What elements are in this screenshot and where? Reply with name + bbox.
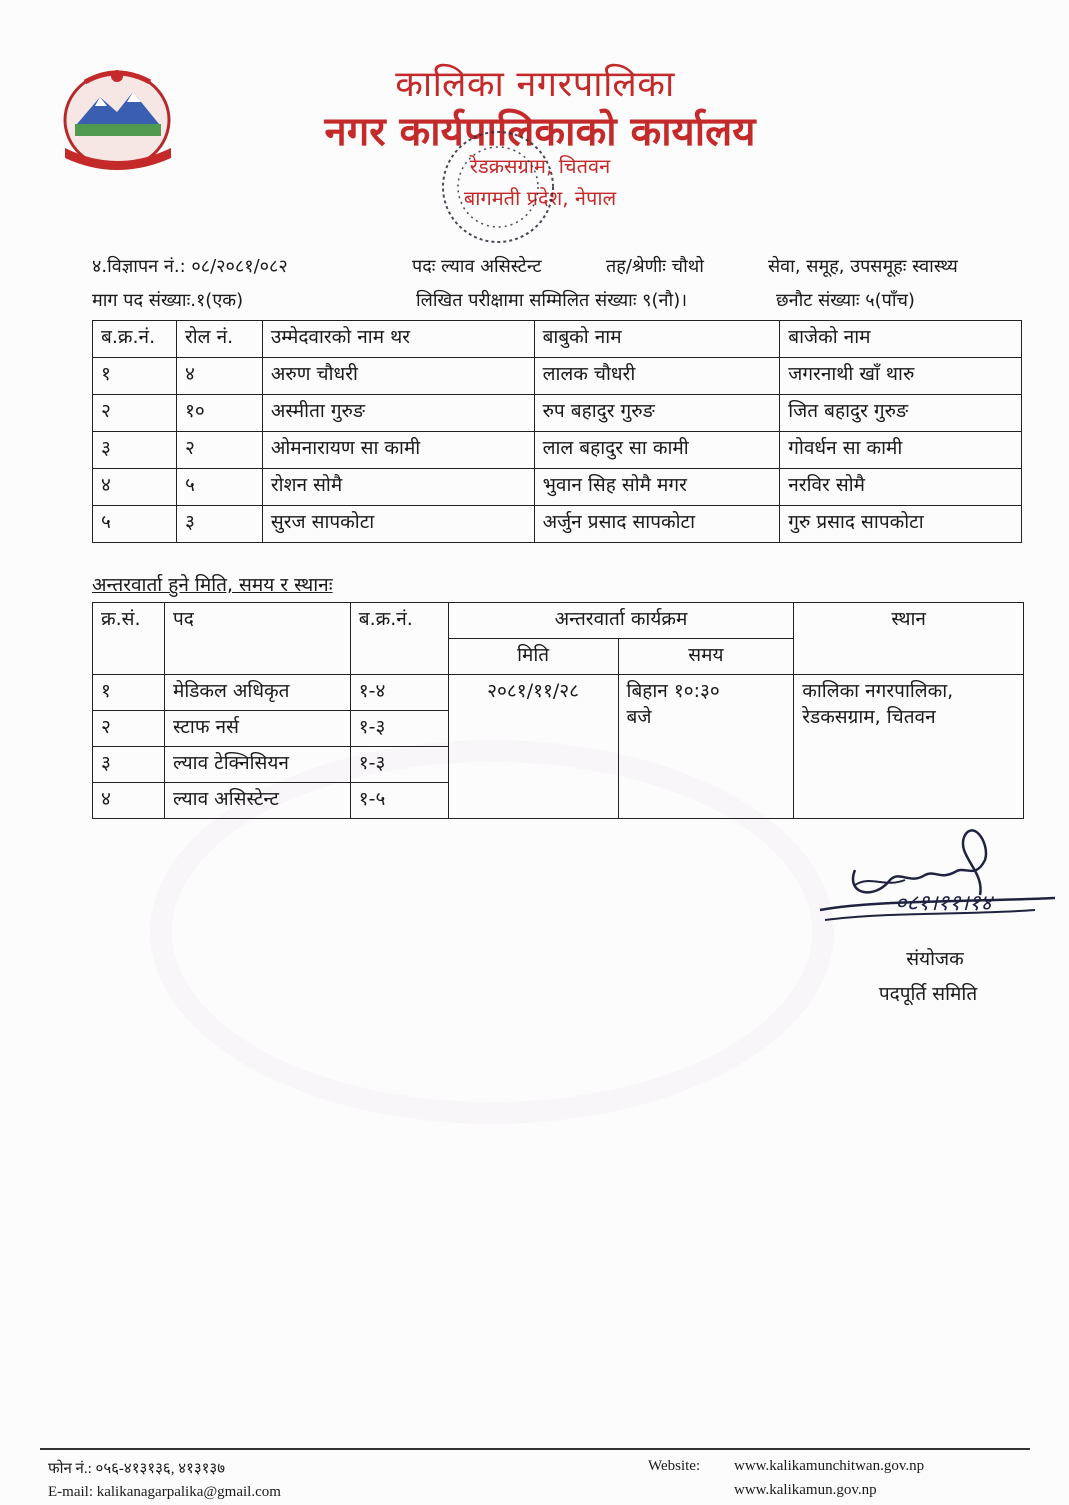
cell-father: भुवान सिह सोमै मगर: [534, 469, 780, 506]
cell-sn: ५: [93, 506, 177, 543]
table-row: [93, 506, 1022, 543]
cell-range: १-५: [350, 783, 448, 819]
official-stamp: [428, 122, 568, 252]
cell-father: लालक चौधरी: [534, 358, 780, 395]
cell-grandfather: गोवर्धन सा कामी: [780, 432, 1022, 469]
table-row: [93, 358, 1022, 395]
cell-roll: ४: [176, 358, 262, 395]
footer-phone: फोन नं.: ०५६-४१३१३६, ४१३१३७: [48, 1461, 226, 1477]
cell-father: लाल बहादुर सा कामी: [534, 432, 780, 469]
cell-name: अरुण चौधरी: [262, 358, 534, 395]
cell-post: ल्याव असिस्टेन्ट: [164, 783, 350, 819]
cell-range: १-३: [350, 747, 448, 783]
cell-sn: ३: [93, 432, 177, 469]
cell-sn: १: [93, 675, 165, 711]
cell-father: अर्जुन प्रसाद सापकोटा: [534, 506, 780, 543]
col-header-father: बाबुको नाम: [534, 321, 780, 358]
interview-heading: अन्तरवार्ता हुने मिति, समय र स्थानः: [92, 574, 333, 596]
col-header-roll: रोल नं.: [176, 321, 262, 358]
cell-sn: १: [93, 358, 177, 395]
table-row: [93, 395, 1022, 432]
cell-grandfather: नरविर सोमै: [780, 469, 1022, 506]
cell-sn: २: [93, 395, 177, 432]
cell-name: ओमनारायण सा कामी: [262, 432, 534, 469]
table-row: [93, 432, 1022, 469]
cell-sn: २: [93, 711, 165, 747]
cell-name: रोशन सोमै: [262, 469, 534, 506]
candidates-table: [92, 320, 1022, 543]
address-line-1: रेडक्रसग्राम, चितवन: [469, 154, 611, 178]
signatory-role: संयोजक: [906, 948, 964, 970]
col-header-date: मिति: [448, 639, 618, 675]
footer-website-1[interactable]: www.kalikamunchitwan.gov.np: [734, 1458, 925, 1474]
cell-range: १-४: [350, 675, 448, 711]
svg-text:०८१।११।१४: ०८१।११।१४: [895, 891, 992, 916]
cell-roll: १०: [176, 395, 262, 432]
cell-sn: ३: [93, 747, 165, 783]
footer-website-2[interactable]: www.kalikamun.gov.np: [734, 1482, 877, 1498]
place-line-2: रेडकसग्राम, चितवन: [802, 706, 936, 728]
col-header-range: ब.क्र.नं.: [350, 603, 448, 675]
level-info: तह/श्रेणीः चौथो: [606, 256, 704, 277]
col-header-sn: ब.क्र.नं.: [93, 321, 177, 358]
nepal-emblem-icon: [55, 62, 180, 174]
cell-date: २०८१/११/२८: [448, 675, 618, 819]
cell-grandfather: जगरनाथी खाँ थारु: [780, 358, 1022, 395]
cell-name: सुरज सापकोटा: [262, 506, 534, 543]
cell-post: मेडिकल अधिकृत: [164, 675, 350, 711]
footer-website-label: Website:: [648, 1458, 701, 1474]
address-line-2: बागमती प्रदेश, नेपाल: [463, 186, 617, 210]
table-row: [93, 469, 1022, 506]
time-line-1: बिहान १०:३०: [626, 680, 720, 702]
post-info: पदः ल्याव असिस्टेन्ट: [412, 256, 542, 277]
cell-time: [618, 675, 794, 819]
ad-number: ४.विज्ञापन नं.: ०८/२०८१/०८२: [92, 256, 288, 277]
col-header-name: उम्मेदवारको नाम थर: [262, 321, 534, 358]
cell-grandfather: जित बहादुर गुरुङ: [780, 395, 1022, 432]
cell-sn: ४: [93, 783, 165, 819]
cell-roll: २: [176, 432, 262, 469]
interview-header-row: [93, 603, 1024, 639]
candidates-header-row: [93, 321, 1022, 358]
written-exam-count: लिखित परीक्षामा सम्मिलित संख्याः ९(नौ)।: [416, 290, 688, 311]
municipality-name: कालिका नगरपालिका: [395, 64, 675, 105]
col-header-place: स्थान: [794, 603, 1024, 675]
cell-post: ल्याव टेक्निसियन: [164, 747, 350, 783]
col-header-program: अन्तरवार्ता कार्यक्रम: [448, 603, 794, 639]
selected-count: छनौट संख्याः ५(पाँच): [776, 290, 915, 311]
cell-roll: ५: [176, 469, 262, 506]
cell-post: स्टाफ नर्स: [164, 711, 350, 747]
place-line-1: कालिका नगरपालिका,: [802, 680, 954, 702]
cell-name: अस्मीता गुरुङ: [262, 395, 534, 432]
col-header-post: पद: [164, 603, 350, 675]
time-line-2: बजे: [626, 706, 652, 728]
signatory-committee: पदपूर्ति समिति: [878, 983, 978, 1005]
col-header-grandfather: बाजेको नाम: [780, 321, 1022, 358]
demand-count: माग पद संख्याः.१(एक): [92, 290, 244, 311]
col-header-sn: क्र.सं.: [93, 603, 165, 675]
table-row: [93, 675, 1024, 711]
col-header-time: समय: [618, 639, 794, 675]
handwritten-signature: [815, 800, 1065, 950]
cell-father: रुप बहादुर गुरुङ: [534, 395, 780, 432]
cell-roll: ३: [176, 506, 262, 543]
cell-grandfather: गुरु प्रसाद सापकोटा: [780, 506, 1022, 543]
office-name: नगर कार्यपालिकाको कार्यालय: [324, 109, 756, 155]
interview-table: [92, 602, 1024, 819]
footer-divider: [40, 1448, 1030, 1450]
cell-range: १-३: [350, 711, 448, 747]
footer-email: E-mail: kalikanagarpalika@gmail.com: [48, 1484, 281, 1500]
cell-place: [794, 675, 1024, 819]
cell-sn: ४: [93, 469, 177, 506]
service-info: सेवा, समूह, उपसमूहः स्वास्थ्य: [768, 256, 958, 277]
